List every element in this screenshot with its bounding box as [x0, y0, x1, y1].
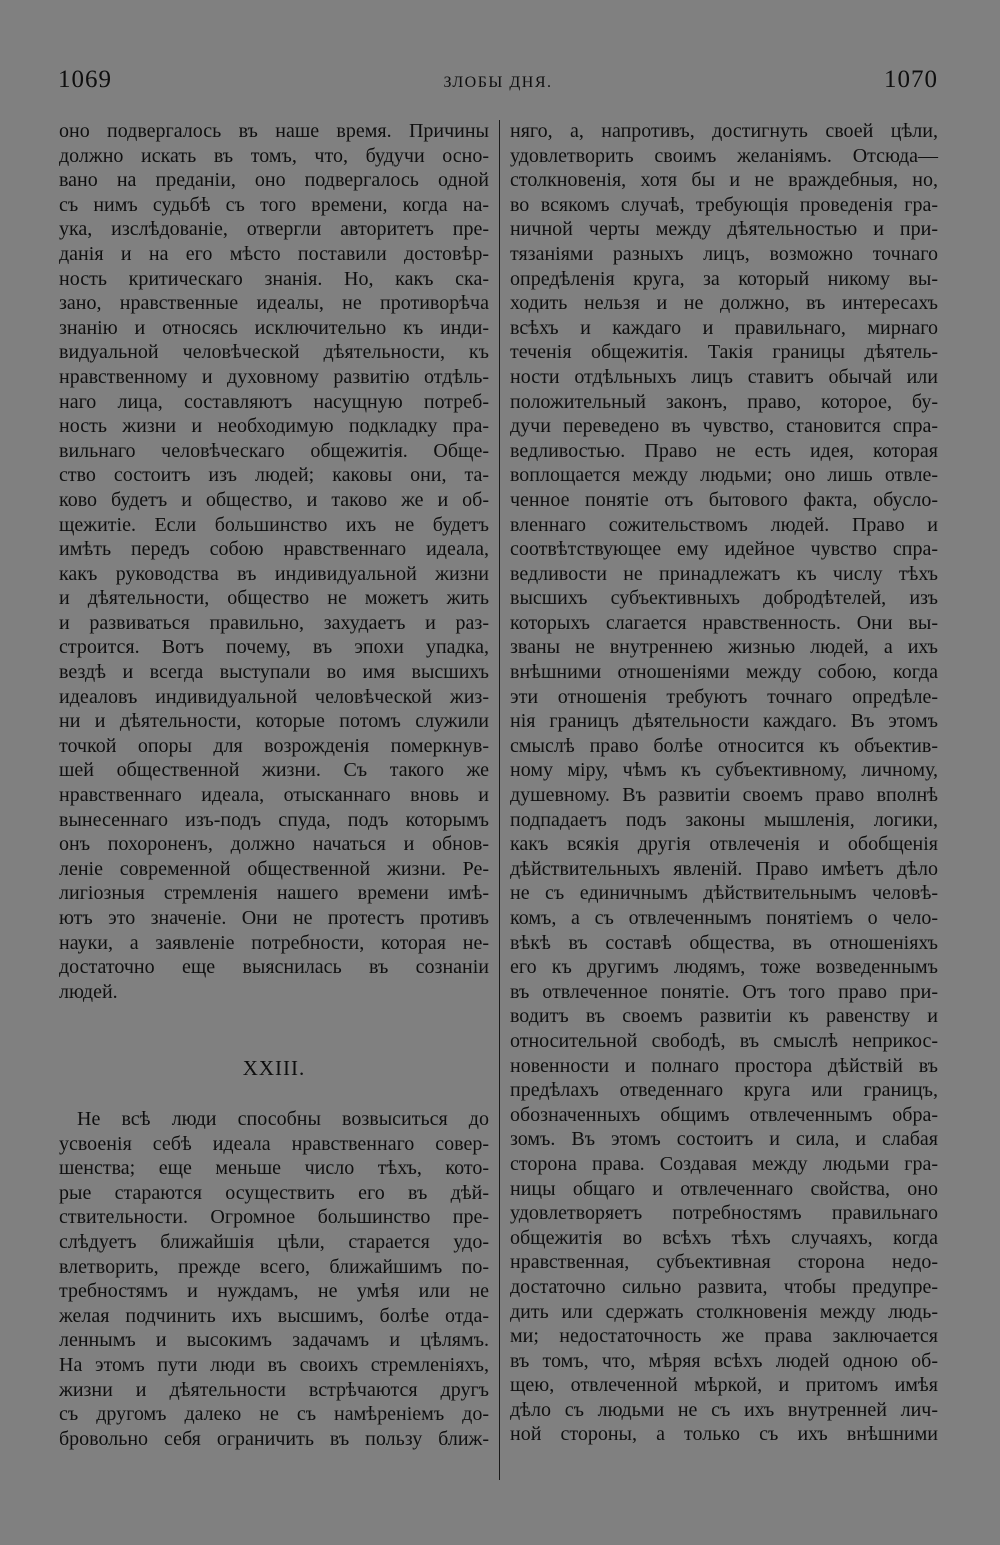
text-line: наго лица, составляютъ насущную потреб- — [59, 390, 489, 413]
section-number: XXIII. — [242, 1056, 306, 1080]
text-line: ницы общаго и отвлеченнаго свойства, оно — [510, 1177, 938, 1200]
text-line: достаточно сильно развита, чтобы предупре- — [510, 1275, 938, 1298]
text-line: нравственному и духовному развитію отдѣль- — [59, 365, 489, 388]
text-line: вездѣ и всегда выступали во имя высшихъ — [59, 661, 489, 684]
text-line: няго, а, напротивъ, достигнуть своей цѣли, — [510, 120, 938, 142]
text-line: высшихъ субъективныхъ добродѣтелей, изъ — [510, 587, 938, 610]
text-line: должно искать въ томъ, что, будучи осно- — [59, 144, 489, 167]
text-line: знанію и относясь исключительно къ инди- — [59, 316, 489, 339]
text-line: усвоенія себѣ идеала нравственнаго совер- — [59, 1132, 489, 1155]
text-line: комъ, а съ отвлеченнымъ понятіемъ о чело- — [510, 907, 938, 929]
right-page-number: 1070 — [884, 66, 938, 93]
text-line: удовлетворить своимъ желаніямъ. Отсюда— — [510, 144, 938, 167]
text-line: какъ всякія другія отвлеченія и обобщенія — [510, 833, 938, 856]
running-title: ЗЛОБЫ ДНЯ. — [443, 74, 553, 91]
left-page-number: 1069 — [58, 66, 112, 93]
text-line: дѣло съ людьми не съ ихъ внутренней лич- — [510, 1398, 938, 1421]
text-line: его къ другимъ людямъ, тоже возведеннымъ — [510, 956, 938, 979]
text-line: видуальной человѣческой дѣятельности, къ — [59, 341, 489, 364]
text-line: лигіозныя стремленія нашего времени имѣ- — [59, 882, 489, 905]
text-line: которыхъ слагается нравственность. Они вы- — [510, 611, 938, 634]
text-line: науки, а заявленіе потребности, которая не- — [59, 931, 489, 954]
text-line: соотвѣтствующее ему идейное чувство спра- — [510, 538, 938, 561]
text-line: вильнаго человѣческаго общежитія. Обще- — [59, 439, 489, 462]
text-line: На этомъ пути люди въ своихъ стремленіяхъ, — [59, 1353, 489, 1376]
text-line: ни и дѣятельности, которые потомъ служили — [59, 710, 489, 733]
text-line: ютъ это значеніе. Они не протестъ противъ — [59, 907, 489, 929]
text-line: точкой опоры для возрожденія померкнув- — [59, 734, 489, 757]
text-line: теченія общежитія. Такія границы дѣятель- — [510, 341, 938, 364]
text-line: вано на преданіи, оно подвергалось одной — [59, 169, 489, 192]
text-line: во всякомъ случаѣ, требующія проведенія гра- — [510, 193, 938, 216]
text-line: воплощается между людьми; оно лишь отвле- — [510, 464, 938, 487]
text-line: ченное понятіе отъ бытового факта, обусло- — [510, 488, 938, 511]
left-text-column — [59, 119, 489, 1004]
text-line: тязаніями разныхъ лицъ, возможно точнаго — [510, 242, 938, 265]
text-line: идеаловъ индивидуальной человѣческой жиз- — [59, 685, 489, 708]
text-line: дучи переведено въ чувство, становится спра- — [510, 415, 938, 438]
text-line: подпадаетъ подъ законы мышленія, логики, — [510, 808, 938, 831]
text-line: ми; недостаточность же права заключается — [510, 1325, 938, 1348]
text-line: слѣдуетъ ближайшія цѣли, старается удо- — [59, 1230, 489, 1253]
text-line: ность критическаго знанія. Но, какъ ска- — [59, 267, 489, 290]
text-line: требностямъ и нуждамъ, не умѣя или не — [59, 1280, 489, 1303]
text-line: рые стараются осуществить его въ дѣй- — [59, 1181, 489, 1204]
text-line: щею, отвлеченной мѣркой, и притомъ имѣя — [510, 1374, 938, 1397]
page-header — [58, 66, 938, 106]
text-line: съ другомъ далеко не съ намѣреніемъ до- — [59, 1403, 489, 1426]
text-line: вынесеннаго изъ-подъ спуда, подъ которымъ — [59, 808, 489, 831]
text-line: леннымъ и высокимъ задачамъ и цѣлямъ. — [59, 1329, 489, 1352]
text-line: ство состоитъ изъ людей; каковы они, та- — [59, 464, 489, 487]
text-line: какъ руководства въ индивидуальной жизни — [59, 562, 489, 585]
text-line: строится. Вотъ почему, въ эпохи упадка, — [59, 636, 489, 659]
text-line: съ нимъ судьбѣ съ того времени, когда на- — [59, 193, 489, 216]
text-line: дѣйствительныхъ явленій. Право имѣетъ дѣло — [510, 857, 938, 880]
text-line: относительной свободѣ, въ смыслѣ неприкос- — [510, 1029, 938, 1052]
text-line: ному міру, чѣмъ къ субъективному, личному, — [510, 759, 938, 782]
text-line: ность жизни и необходимую подкладку пра- — [59, 415, 489, 438]
text-line: удовлетворяетъ потребностямъ правильнаго — [510, 1202, 938, 1225]
text-line: желая подчинить ихъ высшимъ, болѣе отда- — [59, 1304, 489, 1327]
text-line: опредѣленія круга, за который никому вы- — [510, 267, 938, 290]
text-line: обозначенныхъ общимъ отвлеченнымъ обра- — [510, 1103, 938, 1126]
text-line: данія и на его мѣсто поставили достовѣр- — [59, 242, 489, 265]
left-text-column-continued — [59, 1107, 489, 1451]
text-line: достаточно еще выяснилась въ сознаніи — [59, 956, 489, 979]
text-line: вленнаго сожительствомъ людей. Право и — [510, 513, 938, 536]
text-line: щежитіе. Если большинство ихъ не будетъ — [59, 513, 489, 536]
text-line: нравственная, субъективная сторона недо- — [510, 1251, 938, 1274]
text-line: смыслѣ право болѣе относится къ объектив- — [510, 734, 938, 757]
text-line: имѣть передъ собою нравственнаго идеала, — [59, 538, 489, 561]
text-line: ности отдѣльныхъ лицъ ставитъ обычай или — [510, 365, 938, 388]
text-line: ной стороны, а только съ ихъ внѣшними — [510, 1423, 938, 1446]
text-line: людей. — [59, 980, 118, 1003]
text-line: ука, изслѣдованіе, отвергли авторитетъ пре- — [59, 218, 489, 241]
text-line: оно подвергалось въ наше время. Причины — [59, 120, 489, 142]
text-line: ничной черты между дѣятельностью и при- — [510, 218, 938, 241]
text-line: зомъ. Въ этомъ состоитъ и сила, и слабая — [510, 1128, 938, 1151]
text-line: ходить нельзя и не должно, въ интересахъ — [510, 292, 938, 315]
text-line: водитъ въ своемъ развитіи къ равенству и — [510, 1005, 938, 1028]
text-line: влетворить, прежде всего, ближайшимъ по- — [59, 1255, 489, 1278]
text-line: новенности и полнаго простора дѣйствій въ — [510, 1054, 938, 1077]
right-text-column — [510, 119, 938, 1447]
text-line: зано, нравственные идеалы, не противорѣча — [59, 292, 489, 315]
text-line: общежитія во всѣхъ тѣхъ случаяхъ, когда — [510, 1226, 938, 1249]
text-line: предѣлахъ отведеннаго круга или границъ, — [510, 1079, 938, 1102]
text-line: всѣхъ и каждаго и правильнаго, мирнаго — [510, 316, 938, 339]
text-line: вѣкѣ въ составѣ общества, въ отношеніяхъ — [510, 931, 938, 954]
text-line: дить или сдержать столкновенія между людь- — [510, 1300, 938, 1323]
text-line: сторона права. Создавая между людьми гра- — [510, 1152, 938, 1175]
text-line: ведливостью. Право не есть идея, которая — [510, 439, 938, 462]
text-line: Не всѣ люди способны возвыситься до — [77, 1108, 489, 1130]
text-line: и дѣятельности, общество не можетъ жить — [59, 587, 489, 610]
text-line: шей общественной жизни. Съ такого же — [59, 759, 489, 782]
text-line: ведливости не принадлежатъ къ числу тѣхъ — [510, 562, 938, 585]
text-line: званы не внутреннею жизнью людей, а ихъ — [510, 636, 938, 659]
column-divider — [499, 120, 500, 1480]
text-line: внѣшними отношеніями между собою, когда — [510, 661, 938, 684]
text-line: душевному. Въ развитіи своемъ право вполнѣ — [510, 784, 938, 807]
text-line: не съ единичнымъ дѣйствительнымъ человѣ- — [510, 882, 938, 905]
text-line: въ томъ, что, мѣряя всѣхъ людей одною об- — [510, 1349, 938, 1372]
text-line: ково будетъ и общество, и таково же и об- — [59, 488, 489, 511]
text-line: жизни и дѣятельности встрѣчаются другъ — [59, 1378, 489, 1401]
text-line: ствительности. Огромное большинство пре- — [59, 1206, 489, 1229]
text-line: бровольно себя ограничить въ пользу ближ- — [59, 1427, 489, 1450]
text-line: леніе современной общественной жизни. Ре- — [59, 857, 489, 880]
text-line: онъ похороненъ, должно начаться и обнов- — [59, 833, 489, 856]
text-line: положительный законъ, право, которое, бу- — [510, 390, 938, 413]
text-line: эти отношенія требуютъ точнаго опредѣле- — [510, 685, 938, 708]
text-line: нравственнаго идеала, отысканнаго вновь и — [59, 784, 489, 807]
text-line: и развиваться правильно, захудаетъ и раз- — [59, 611, 489, 634]
text-line: столкновенія, хотя бы и не враждебныя, но, — [510, 169, 938, 192]
text-line: въ отвлеченное понятіе. Отъ того право при- — [510, 980, 938, 1003]
text-line: нія границъ дѣятельности каждаго. Въ этомъ — [510, 710, 938, 733]
text-line: шенства; еще меньше число тѣхъ, кото- — [59, 1157, 489, 1180]
